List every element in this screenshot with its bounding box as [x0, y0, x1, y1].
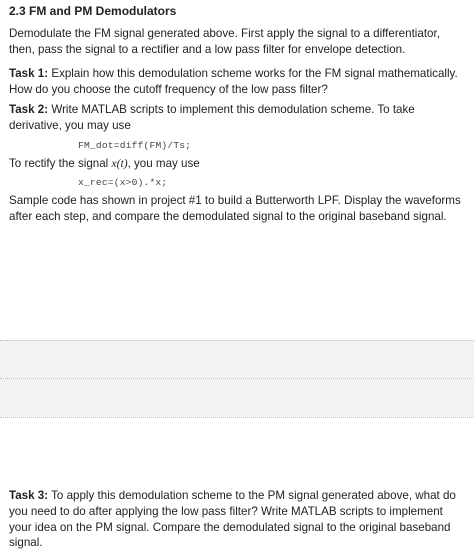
code-rectify: x_rec=(x>0).*x; — [78, 177, 168, 188]
task3-label: Task 3: — [9, 489, 49, 502]
task1-paragraph — [9, 66, 465, 98]
sample-paragraph: Sample code has shown in project #1 to build a Butterworth LPF. Display the waveforms after each step, and compare the demodulated signal to the original baseband signal. — [9, 194, 461, 223]
task2-text: Write MATLAB scripts to implement this demodulation scheme. To take derivative, you may use — [9, 103, 415, 132]
intro-paragraph: Demodulate the FM signal generated above. First apply the signal to a differentiator, then, pass the signal to a rectifier and a low pass filter for envelope detection. — [9, 27, 440, 56]
divider-top — [0, 340, 474, 341]
task1-text: Explain how this demodulation scheme works for the FM signal mathematically. How do you choose the cutoff frequency of the low pass filter? — [9, 67, 458, 96]
task3-paragraph — [9, 488, 465, 551]
code-derivative: FM_dot=diff(FM)/Ts; — [78, 140, 192, 151]
task2-label: Task 2: — [9, 103, 49, 116]
rectify-text-after: , you may use — [127, 157, 200, 170]
rectify-paragraph — [9, 156, 465, 172]
blank-band-1 — [0, 340, 474, 378]
blank-band-2 — [0, 379, 474, 417]
task1-label: Task 1: — [9, 67, 49, 80]
divider-bottom — [0, 417, 474, 418]
task2-paragraph — [9, 102, 465, 134]
rectify-text-before: To rectify the signal — [9, 157, 112, 170]
task3-text: To apply this demodulation scheme to the PM signal generated above, what do you need to do after applying the low pass filter? Write MATLAB scripts to implement your idea on the PM signal. Compare the demodulated signal to the original baseband signal. — [9, 489, 456, 550]
section-heading: 2.3 FM and PM Demodulators — [9, 4, 177, 18]
signal-math: x(t) — [111, 157, 128, 170]
